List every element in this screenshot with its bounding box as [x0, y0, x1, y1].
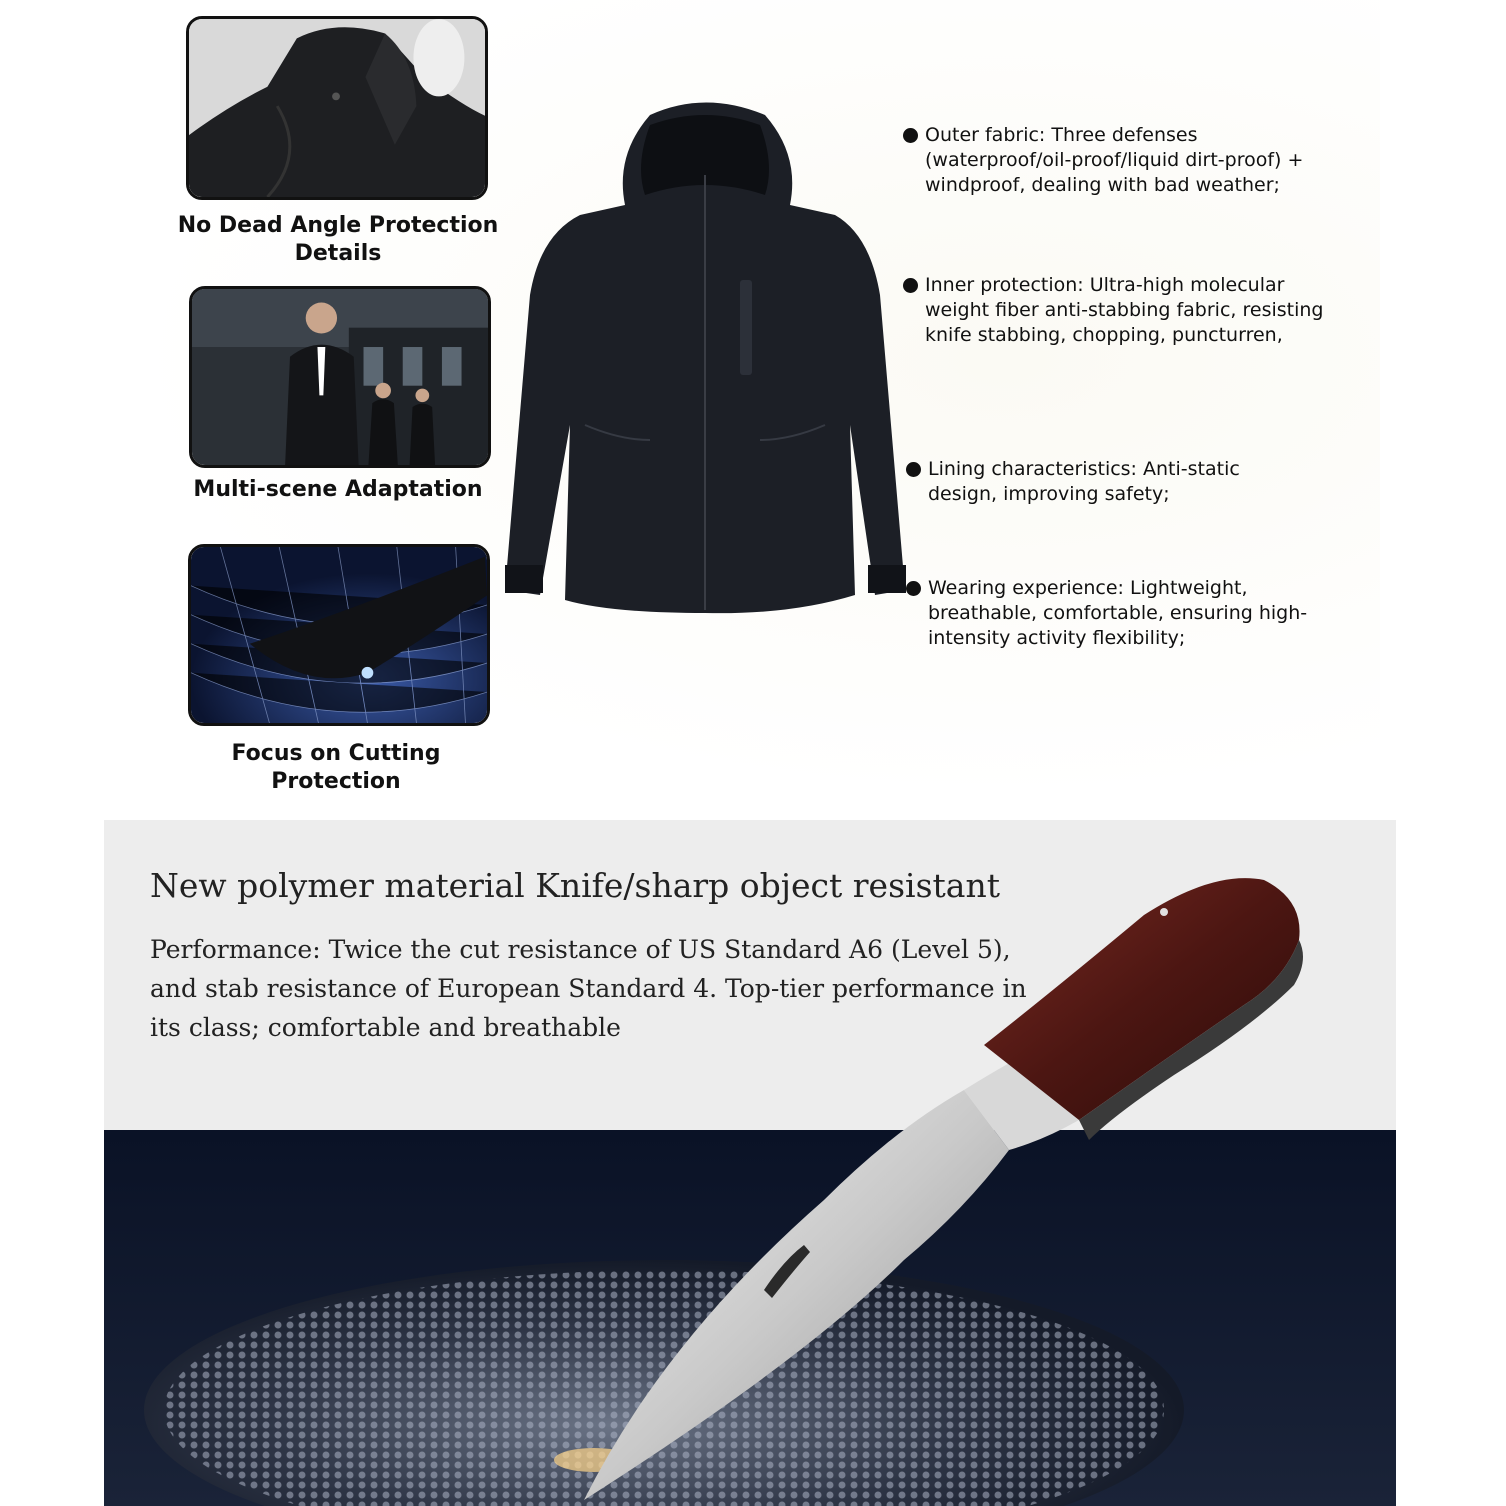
bullet-outer-fabric [903, 123, 1343, 198]
bullet-dot-icon [903, 278, 918, 293]
knife-mesh-image [188, 544, 490, 726]
bullet-text: Wearing experience: Lightweight, breathable, comfortable, ensuring high-intensity activity flexibility; [928, 577, 1308, 649]
promo-title: New polymer material Knife/sharp object resistant [150, 866, 1000, 905]
bullet-dot-icon [903, 128, 918, 143]
hood-closeup-image [186, 16, 488, 200]
feature-caption-1: No Dead Angle Protection Details [177, 213, 499, 266]
promo-description: Performance: Twice the cut resistance of US Standard A6 (Level 5), and stab resistance of European Standard 4. Top-tier performance in its class; comfortable and breathable [150, 935, 1027, 1042]
jacket-image [500, 95, 910, 635]
bullet-wearing [906, 576, 1316, 651]
bullet-text: Inner protection: Ultra-high molecular weight fiber anti-stabbing fabric, resisting knife stabbing, chopping, puncturren, [925, 274, 1324, 346]
bodyguards-image [189, 286, 491, 468]
bullet-lining [906, 457, 1306, 507]
promo-banner [104, 820, 1396, 1506]
bullet-dot-icon [906, 462, 921, 477]
bullet-dot-icon [906, 581, 921, 596]
bullet-text: Outer fabric: Three defenses (waterproof/oil-proof/liquid dirt-proof) + windproof, dealing with bad weather; [925, 124, 1304, 196]
bullet-text: Lining characteristics: Anti-static design, improving safety; [928, 458, 1240, 505]
bullet-inner-protection [903, 273, 1343, 348]
feature-caption-2: Multi-scene Adaptation [193, 477, 483, 502]
knife-fabric-image [104, 820, 1396, 1506]
feature-caption-3: Focus on Cutting Protection [231, 741, 441, 794]
